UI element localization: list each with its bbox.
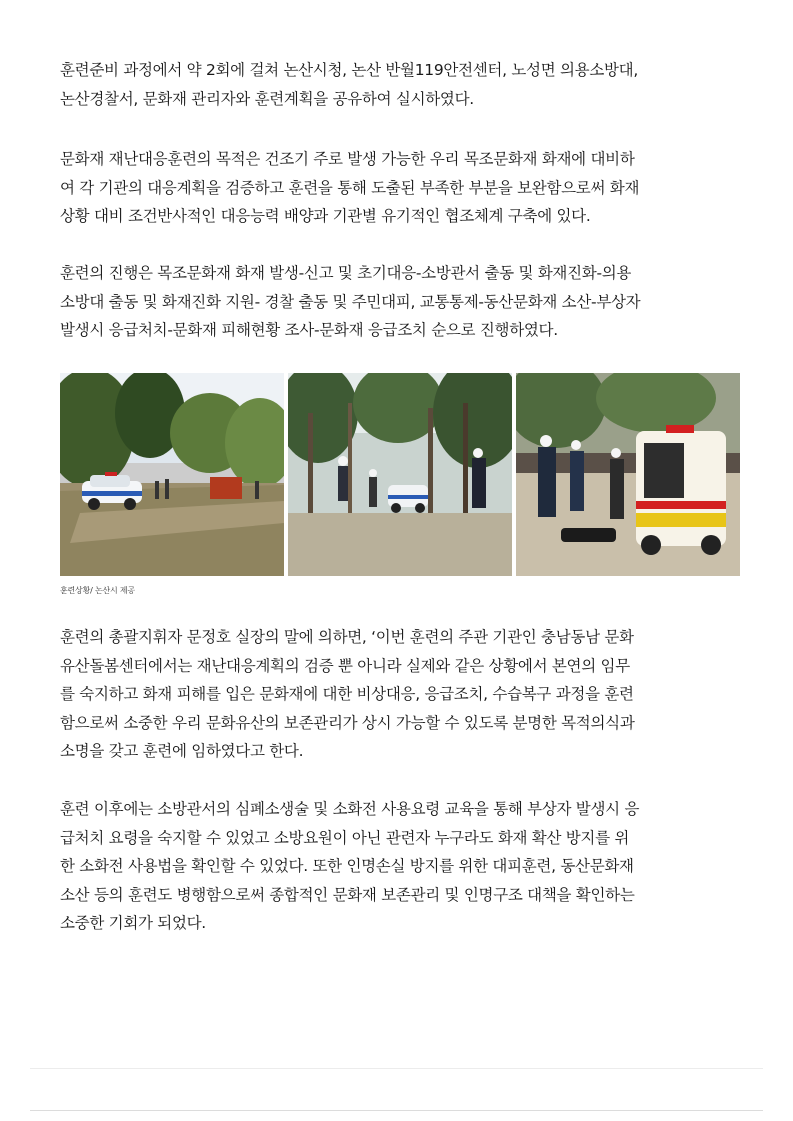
text-line: 여 각 기관의 대응계획을 검증하고 훈련을 통해 도출된 부족한 부분을 보완함으로써 화재 <box>60 178 640 197</box>
photo-caption: 훈련상황/ 논산시 제공 <box>60 586 135 595</box>
photo-forest-responders <box>288 373 512 576</box>
page-divider-upper <box>30 1068 763 1069</box>
page-divider-lower <box>30 1110 763 1111</box>
text-line: 상황 대비 조건반사적인 대응능력 배양과 기관별 유기적인 협조체계 구축에 있다. <box>60 207 591 225</box>
text-line: 논산경찰서, 문화재 관리자와 훈련계획을 공유하여 실시하였다. <box>60 89 474 108</box>
text-line: 유산돌봄센터에서는 재난대응계획의 검증 뿐 아니라 실제와 같은 상황에서 본연의 임무 <box>60 656 630 675</box>
paragraph-after-training <box>60 795 740 938</box>
photo-strip <box>60 373 740 576</box>
photo-ambulance-rescue <box>516 373 740 576</box>
text-line: 훈련의 총괄지휘자 문정호 실장의 말에 의하면, ‘이번 훈련의 주관 기관인 충남동남 문화 <box>60 628 634 646</box>
text-line: 급처치 요령을 숙지할 수 있었고 소방요원이 아닌 관련자 누구라도 화재 확산 방지를 위 <box>60 828 630 847</box>
text-line: 소방대 출동 및 화재진화 지원- 경찰 출동 및 주민대피, 교통통제-동산문화재 소산-부상자 <box>60 292 641 311</box>
text-line: 를 숙지하고 화재 피해를 입은 문화재에 대한 비상대응, 응급조치, 수습복구 과정을 훈련 <box>60 685 634 703</box>
photo-forest-responders-image <box>288 373 512 576</box>
text-line: 소명을 갖고 훈련에 임하였다고 한다. <box>60 742 304 760</box>
paragraph-commander-quote <box>60 623 740 766</box>
text-line: 훈련준비 과정에서 약 2회에 걸쳐 논산시청, 논산 반월119안전센터, 노성면 의용소방대, <box>60 61 638 79</box>
text-line: 문화재 재난대응훈련의 목적은 건조기 주로 발생 가능한 우리 목조문화재 화재에 대비하 <box>60 150 635 168</box>
text-line: 소중한 기회가 되었다. <box>60 914 206 932</box>
text-line: 함으로써 소중한 우리 문화유산의 보존관리가 상시 가능할 수 있도록 분명한 목적의식과 <box>60 713 635 732</box>
text-line: 한 소화전 사용법을 확인할 수 있었다. 또한 인명손실 방지를 위한 대피훈련, 동산문화재 <box>60 857 634 875</box>
photo-ambulance-rescue-image <box>516 373 740 576</box>
photo-police-car-trees <box>60 373 284 576</box>
text-line: 훈련의 진행은 목조문화재 화재 발생-신고 및 초기대응-소방관서 출동 및 화재진화-의용 <box>60 264 632 282</box>
text-line: 발생시 응급처치-문화재 피해현황 조사-문화재 응급조치 순으로 진행하였다. <box>60 321 558 339</box>
paragraph-preparation <box>60 56 740 113</box>
photo-police-car-trees-image <box>60 373 284 576</box>
paragraph-purpose <box>60 145 740 231</box>
text-line: 소산 등의 훈련도 병행함으로써 종합적인 문화재 보존관리 및 인명구조 대책을 확인하는 <box>60 885 635 904</box>
paragraph-procedure <box>60 259 740 345</box>
text-line: 훈련 이후에는 소방관서의 심폐소생술 및 소화전 사용요령 교육을 통해 부상자 발생시 응 <box>60 800 640 818</box>
